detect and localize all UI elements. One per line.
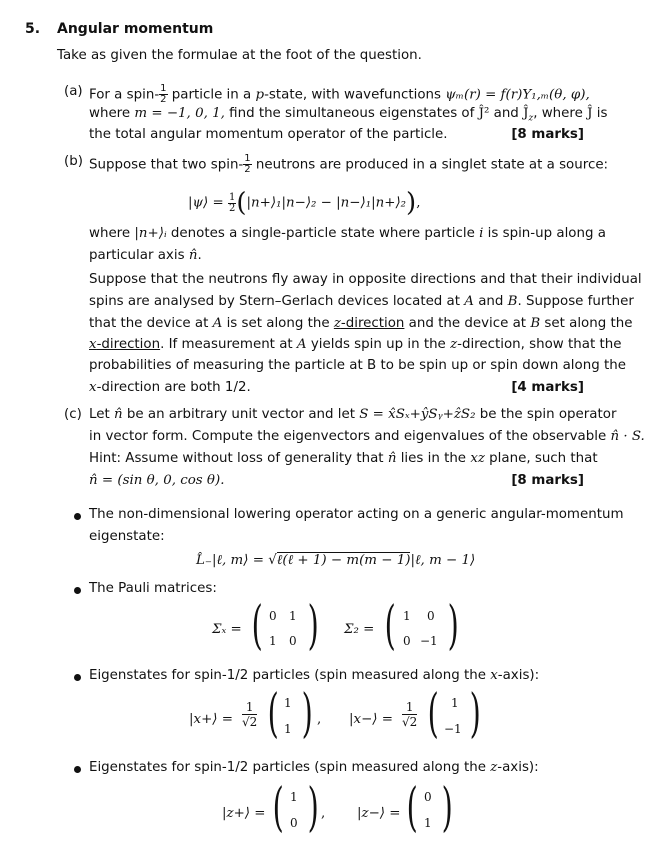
part-b-marks: [4 marks] [511,380,584,395]
x-plus-prefactor: 1 √2 [242,700,258,729]
x-plus-left-paren: ( [267,684,279,744]
intro-text: Take as given the formulae at the foot of the question. [57,48,422,63]
part-b-para-line-2: spins are analysed by Stern–Gerlach devices located at A and B. Suppose further [89,294,634,309]
x-plus-entry: 1 [284,696,292,710]
bullet [74,587,81,594]
formula-3-label: Eigenstates for spin-1/2 particles (spin measured along the x-axis): [89,668,540,683]
sigma-z-entry: 0 [403,634,411,648]
part-c-marks: [8 marks] [511,473,584,488]
bullet [74,766,81,773]
half-fraction: $\frac{1}{2}$ [160,83,167,105]
part-b-para-line-3: that the device at A is set along the z-direction and the device at B set along the [89,316,633,331]
z-plus-label: |z+⟩ = [222,806,266,821]
sigma-x-entry: 1 [269,634,277,648]
part-b-line-3: particular axis n̂. [89,248,202,263]
formula-2-label: The Pauli matrices: [89,581,217,596]
sigma-z-left-paren: ( [384,596,396,656]
z-plus-left-paren: ( [272,778,284,838]
formula-1-line-2: eigenstate: [89,529,165,544]
z-plus-right-paren: ) [307,778,319,838]
part-a-line-2: where m = −1, 0, 1, find the simultaneous eigenstates of Ĵ² and $Ĵ_z$, where Ĵ is [89,106,608,124]
part-b-para-line-5: probabilities of measuring the particle at B to be spin up or spin down along the [89,358,626,373]
sigma-z-label: Σ₂ = [344,622,375,637]
question-title: Angular momentum [57,21,214,37]
x-minus-right-paren: ) [469,684,481,744]
z-minus-entry: 1 [424,816,432,830]
sigma-z-entry: 1 [403,609,411,623]
z-plus-entry: 1 [290,790,298,804]
z-minus-left-paren: ( [406,778,418,838]
x-minus-entry: −1 [444,722,462,736]
x-minus-prefactor: 1 √2 [402,700,418,729]
comma: , [321,806,326,821]
part-b-label: (b) [64,154,83,169]
sigma-z-entry: −1 [420,634,438,648]
part-b-para-line-4: x-direction. If measurement at A yields spin up in the z-direction, show that the [89,337,622,352]
part-c-line-1: Let n̂ be an arbitrary unit vector and let S = x̂Sₓ+ŷSᵧ+ẑS₂ be the spin operator [89,407,617,422]
sigma-x-entry: 1 [289,609,297,623]
sigma-z-right-paren: ) [447,596,459,656]
part-c-line-3: Hint: Assume without loss of generality that n̂ lies in the xz plane, such that [89,451,598,466]
part-b-line-1: Suppose that two spin- $\frac{1}{2}$ neutrons are produced in a singlet state at a source: [89,153,609,175]
sigma-x-right-paren: ) [307,596,319,656]
z-minus-label: |z−⟩ = [357,806,401,821]
part-a-label: (a) [64,84,83,99]
part-a-line-3: the total angular momentum operator of the particle. [89,127,448,142]
z-minus-right-paren: ) [441,778,453,838]
part-b-para-line-6: x-direction are both 1/2. [89,380,251,395]
part-b-para-line-1: Suppose that the neutrons fly away in opposite directions and that their individual [89,272,642,287]
formula-1-line-1: The non-dimensional lowering operator acting on a generic angular-momentum [89,507,624,522]
z-plus-entry: 0 [290,816,298,830]
lowering-operator-equation: L̂₋|ℓ, m⟩ = √ℓ(ℓ + 1) − m(m − 1)|ℓ, m − 1⟩ [196,553,476,568]
sigma-z-entry: 0 [427,609,435,623]
x-minus-label: |x−⟩ = [349,712,393,727]
part-a-marks: [8 marks] [511,127,584,142]
x-plus-entry: 1 [284,722,292,736]
part-c-line-2: in vector form. Compute the eigenvectors and eigenvalues of the observable n̂ · S. [89,429,645,444]
comma: , [317,712,322,727]
formula-4-label: Eigenstates for spin-1/2 particles (spin measured along the z-axis): [89,760,539,775]
half-fraction: $\frac{1}{2}$ [244,153,251,175]
question-number: 5. [25,21,41,37]
part-a-line-1: For a spin- $\frac{1}{2}$ particle in a p-state, with wavefunctions ψₘ(r) = f(r)Y₁,ₘ(θ, φ), [89,83,590,105]
x-plus-label: |x+⟩ = [189,712,233,727]
x-minus-entry: 1 [451,696,459,710]
sigma-x-entry: 0 [289,634,297,648]
singlet-equation: |ψ⟩ = $\frac{1}{2}$ (|n+⟩₁|n−⟩₂ − |n−⟩₁|n+⟩₂), [188,188,421,218]
sigma-x-left-paren: ( [251,596,263,656]
sigma-x-label: Σₓ = [212,622,242,637]
bullet [74,674,81,681]
part-b-line-2: where |n+⟩ᵢ denotes a single-particle state where particle i is spin-up along a [89,226,606,241]
x-plus-right-paren: ) [301,684,313,744]
part-c-label: (c) [64,407,82,422]
x-minus-left-paren: ( [427,684,439,744]
part-c-line-4: n̂ = (sin θ, 0, cos θ). [89,473,225,488]
sigma-x-entry: 0 [269,609,277,623]
z-minus-entry: 0 [424,790,432,804]
bullet [74,513,81,520]
